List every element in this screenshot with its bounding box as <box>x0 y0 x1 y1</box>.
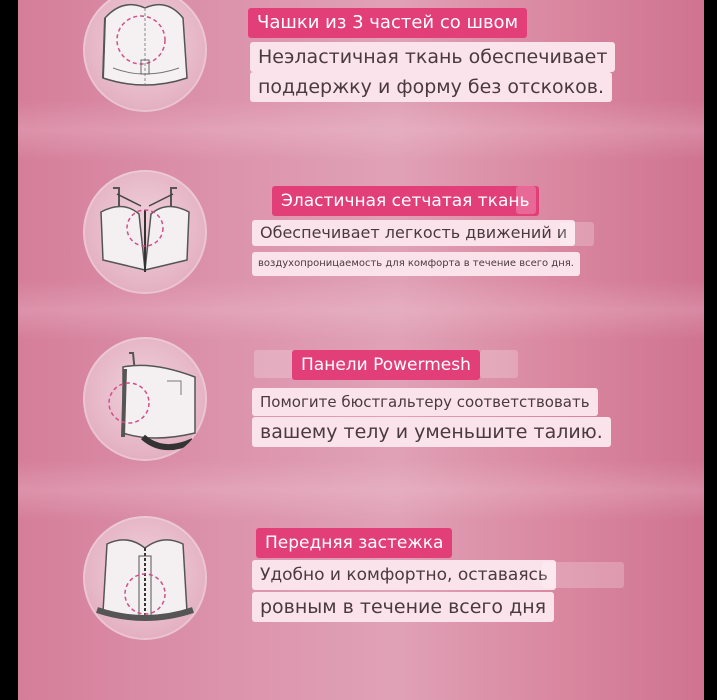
feature-description: Неэластичная ткань обеспечивает <box>250 42 615 72</box>
decor-box <box>516 186 536 214</box>
bra-mesh-icon <box>83 170 207 294</box>
feature-title: Чашки из 3 частей со швом <box>248 8 527 38</box>
feature-description: Удобно и комфортно, оставаясь <box>252 560 556 590</box>
decor-box <box>560 222 594 246</box>
feature-description: Помогите бюстгальтеру соответствовать <box>252 388 598 416</box>
feature-description: ровным в течение всего дня <box>252 592 554 622</box>
decor-band <box>18 460 704 520</box>
bra-cup-seam-icon <box>83 0 207 112</box>
decor-box <box>254 350 294 378</box>
feature-title: Эластичная сетчатая ткань <box>272 186 539 216</box>
feature-title: Панели Powermesh <box>292 350 480 380</box>
bra-front-closure-icon <box>83 516 207 640</box>
feature-description: Обеспечивает легкость движений и <box>252 220 575 246</box>
decor-box <box>542 562 624 588</box>
feature-title: Передняя застежка <box>256 528 452 558</box>
feature-description: воздухопроницаемость для комфорта в течение всего дня. <box>252 252 580 276</box>
bra-side-panel-icon <box>83 337 207 461</box>
decor-box <box>480 350 518 378</box>
feature-description: вашему телу и уменьшите талию. <box>252 417 611 447</box>
feature-description: поддержку и форму без отскоков. <box>250 72 612 102</box>
